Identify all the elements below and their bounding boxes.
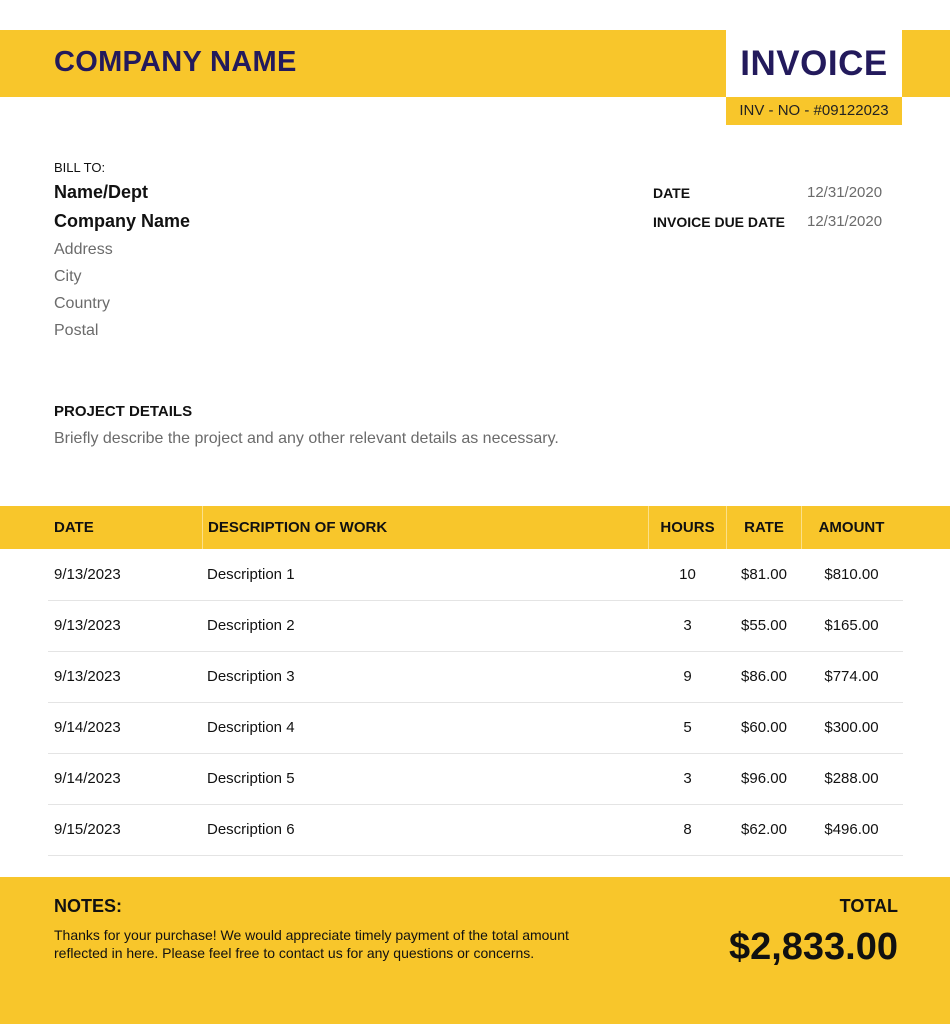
column-header-date: DATE xyxy=(54,519,94,536)
bill-to-name: Name/Dept xyxy=(54,182,149,202)
table-row xyxy=(48,702,903,754)
table-row xyxy=(48,600,903,652)
column-header-amount: AMOUNT xyxy=(818,519,885,536)
date-value: 12/31/2020 xyxy=(807,184,883,201)
row-rate: $60.00 xyxy=(741,719,787,736)
row-description: Description 5 xyxy=(207,770,295,787)
row-rate: $81.00 xyxy=(741,566,787,583)
row-description: Description 6 xyxy=(207,821,295,838)
project-details-title: PROJECT DETAILS xyxy=(54,403,193,420)
invoice-number: INV - NO - #09122023 xyxy=(726,97,902,125)
table-row xyxy=(48,804,903,856)
row-date: 9/13/2023 xyxy=(54,668,121,685)
column-divider xyxy=(726,506,727,549)
row-amount: $496.00 xyxy=(824,821,879,838)
column-header-hours: HOURS xyxy=(660,519,715,536)
bill-to-postal: Postal xyxy=(54,322,99,339)
due-date-value: 12/31/2020 xyxy=(807,213,883,230)
due-date-label: INVOICE DUE DATE xyxy=(653,214,785,230)
row-date: 9/14/2023 xyxy=(54,770,121,787)
row-date: 9/15/2023 xyxy=(54,821,121,838)
project-details-description: Briefly describe the project and any other relevant details as necessary. xyxy=(54,430,559,447)
row-hours: 10 xyxy=(679,566,696,583)
column-header-description: DESCRIPTION OF WORK xyxy=(208,519,388,536)
bill-to-company: Company Name xyxy=(54,211,191,231)
notes-text: Thanks for your purchase! We would appreciate timely payment of the total amount reflected in here. Please feel free to contact us for any questions or concerns. xyxy=(54,927,569,961)
total-label: TOTAL xyxy=(839,896,898,916)
row-rate: $96.00 xyxy=(741,770,787,787)
bill-to-city: City xyxy=(54,268,82,285)
notes-title: NOTES: xyxy=(54,896,123,916)
row-amount: $288.00 xyxy=(824,770,879,787)
row-date: 9/13/2023 xyxy=(54,617,121,634)
row-rate: $55.00 xyxy=(741,617,787,634)
row-amount: $810.00 xyxy=(824,566,879,583)
row-hours: 8 xyxy=(683,821,692,838)
row-rate: $62.00 xyxy=(741,821,787,838)
row-hours: 5 xyxy=(683,719,692,736)
row-rate: $86.00 xyxy=(741,668,787,685)
table-row xyxy=(48,549,903,601)
row-amount: $774.00 xyxy=(824,668,879,685)
date-label: DATE xyxy=(653,185,691,201)
row-description: Description 3 xyxy=(207,668,295,685)
row-description: Description 2 xyxy=(207,617,295,634)
column-divider xyxy=(202,506,203,549)
row-description: Description 1 xyxy=(207,566,295,583)
table-row xyxy=(48,753,903,805)
row-hours: 3 xyxy=(683,770,692,787)
row-description: Description 4 xyxy=(207,719,295,736)
row-date: 9/14/2023 xyxy=(54,719,121,736)
table-row xyxy=(48,651,903,703)
column-divider xyxy=(648,506,649,549)
row-hours: 9 xyxy=(683,668,692,685)
company-name: COMPANY NAME xyxy=(54,46,297,78)
invoice-title: INVOICE xyxy=(740,44,888,83)
total-value: $2,833.00 xyxy=(728,926,898,968)
row-date: 9/13/2023 xyxy=(54,566,121,583)
row-amount: $165.00 xyxy=(824,617,879,634)
bill-to-label: BILL TO: xyxy=(54,160,106,175)
bill-to-address: Address xyxy=(54,241,113,258)
bill-to-country: Country xyxy=(54,295,111,312)
column-divider xyxy=(801,506,802,549)
column-header-rate: RATE xyxy=(744,519,784,536)
row-amount: $300.00 xyxy=(824,719,879,736)
row-hours: 3 xyxy=(683,617,692,634)
